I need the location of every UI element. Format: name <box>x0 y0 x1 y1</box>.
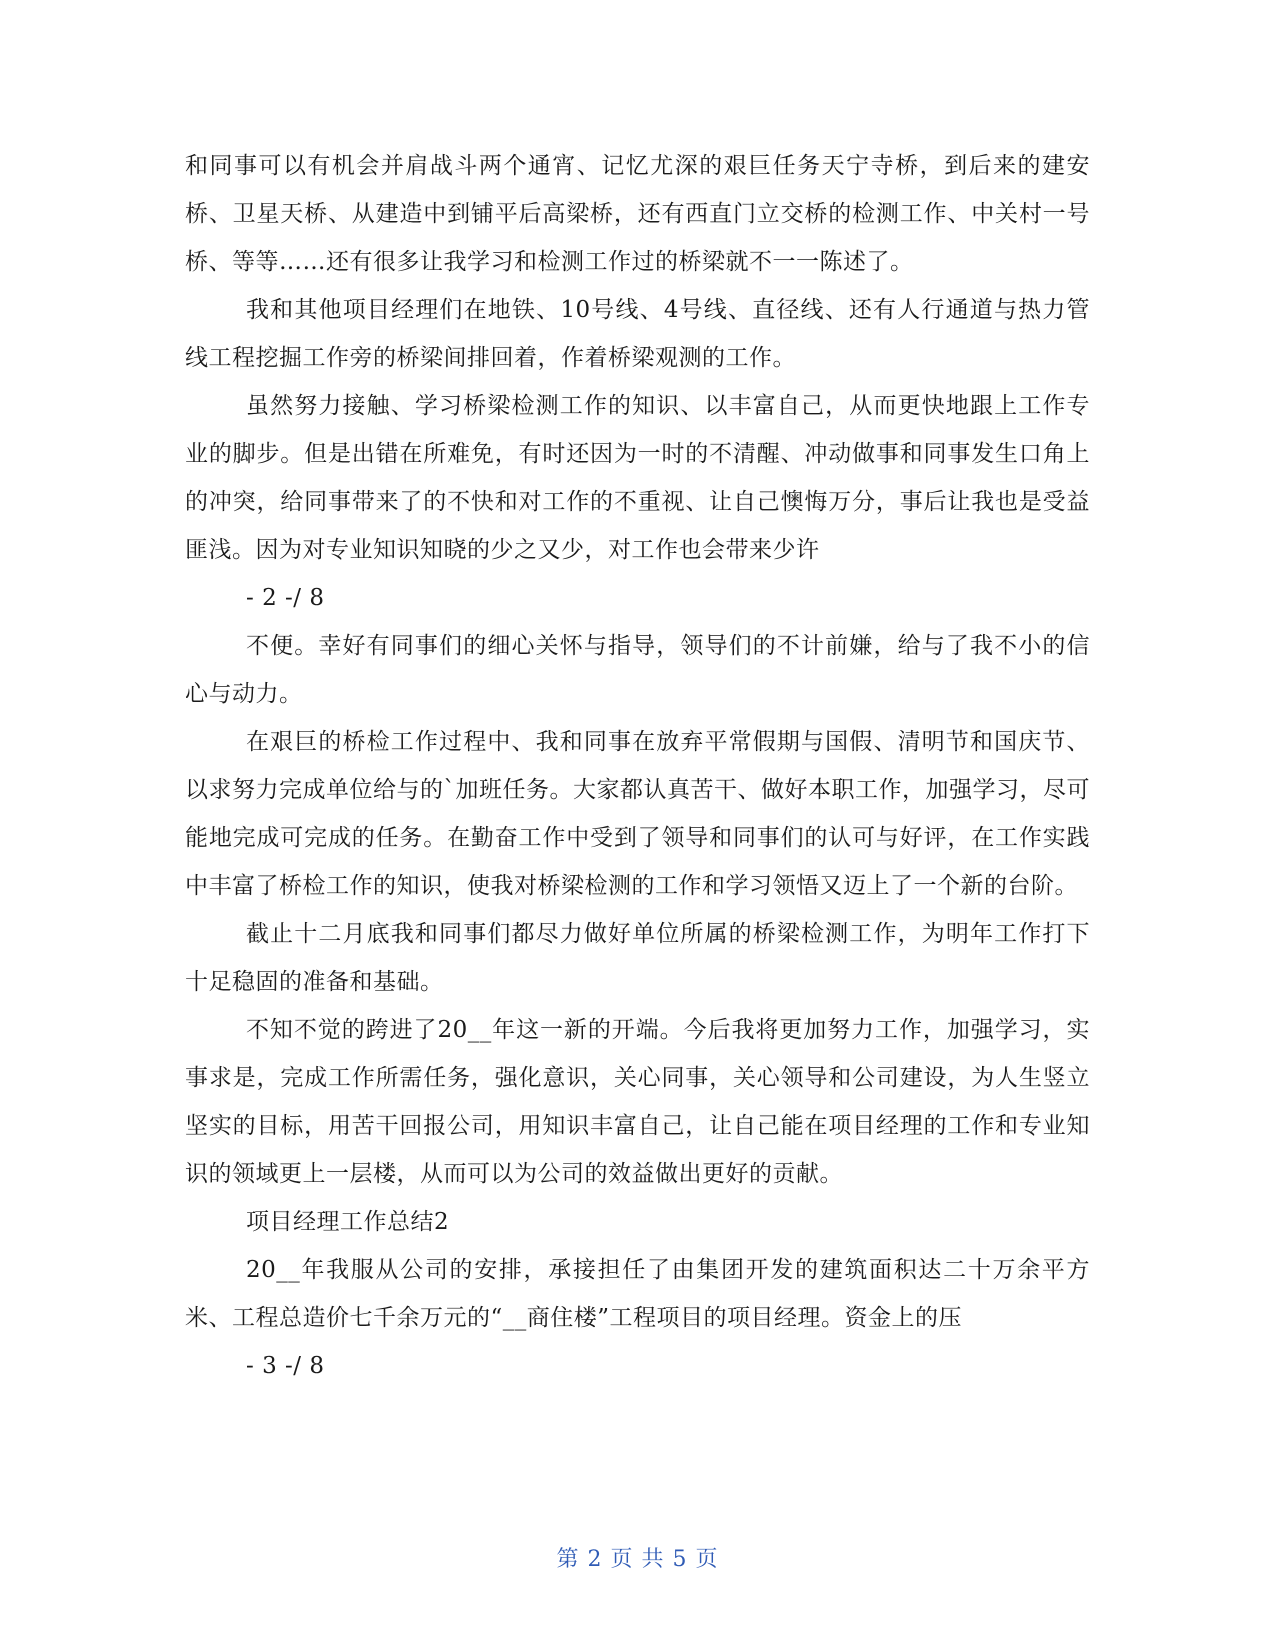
paragraph: 在艰巨的桥检工作过程中、我和同事在放弃平常假期与国假、清明节和国庆节、以求努力完成单位给与的`加班任务。大家都认真苦干、做好本职工作，加强学习，尽可能地完成可完成的任务。在勤奋工作中受到了领导和同事们的认可与好评，在工作实践中丰富了桥检工作的知识，使我对桥梁检测的工作和学习领悟又迈上了一个新的台阶。 <box>185 729 1090 899</box>
paragraph: 20__年我服从公司的安排，承接担任了由集团开发的建筑面积达二十万余平方米、工程总造价七千余万元的“__商住楼”工程项目的项目经理。资金上的压 <box>185 1257 1090 1331</box>
body-text <box>185 142 1090 1390</box>
paragraph: 不知不觉的跨进了20__年这一新的开端。今后我将更加努力工作，加强学习，实事求是，完成工作所需任务，强化意识，关心同事，关心领导和公司建设，为人生竖立坚实的目标，用苦干回报公司，用知识丰富自己，让自己能在项目经理的工作和专业知识的领域更上一层楼，从而可以为公司的效益做出更好的贡献。 <box>185 1017 1090 1187</box>
paragraph: 虽然努力接触、学习桥梁检测工作的知识、以丰富自己，从而更快地跟上工作专业的脚步。但是出错在所难免，有时还因为一时的不清醒、冲动做事和同事发生口角上的冲突，给同事带来了的不快和对工作的不重视、让自己懊悔万分，事后让我也是受益匪浅。因为对专业知识知晓的少之又少，对工作也会带来少许 <box>185 393 1090 563</box>
page-footer: 第 2 页 共 5 页 <box>556 1547 719 1572</box>
paragraph: 我和其他项目经理们在地铁、10号线、4号线、直径线、还有人行通道与热力管线工程挖掘工作旁的桥梁间排回着，作着桥梁观测的工作。 <box>185 297 1090 371</box>
page-number-marker: - 2 -/ 8 <box>246 585 325 611</box>
paragraph: 不便。幸好有同事们的细心关怀与指导，领导们的不计前嫌，给与了我不小的信心与动力。 <box>185 633 1090 707</box>
section-heading: 项目经理工作总结2 <box>246 1209 450 1235</box>
paragraph: 截止十二月底我和同事们都尽力做好单位所属的桥梁检测工作，为明年工作打下十足稳固的准备和基础。 <box>185 921 1090 995</box>
page-number-marker: - 3 -/ 8 <box>246 1353 325 1379</box>
paragraph-continuation: 和同事可以有机会并肩战斗两个通宵、记忆尤深的艰巨任务天宁寺桥，到后来的建安桥、卫星天桥、从建造中到铺平后高梁桥，还有西直门立交桥的检测工作、中关村一号桥、等等……还有很多让我学习和检测工作过的桥梁就不一一陈述了。 <box>185 153 1090 275</box>
